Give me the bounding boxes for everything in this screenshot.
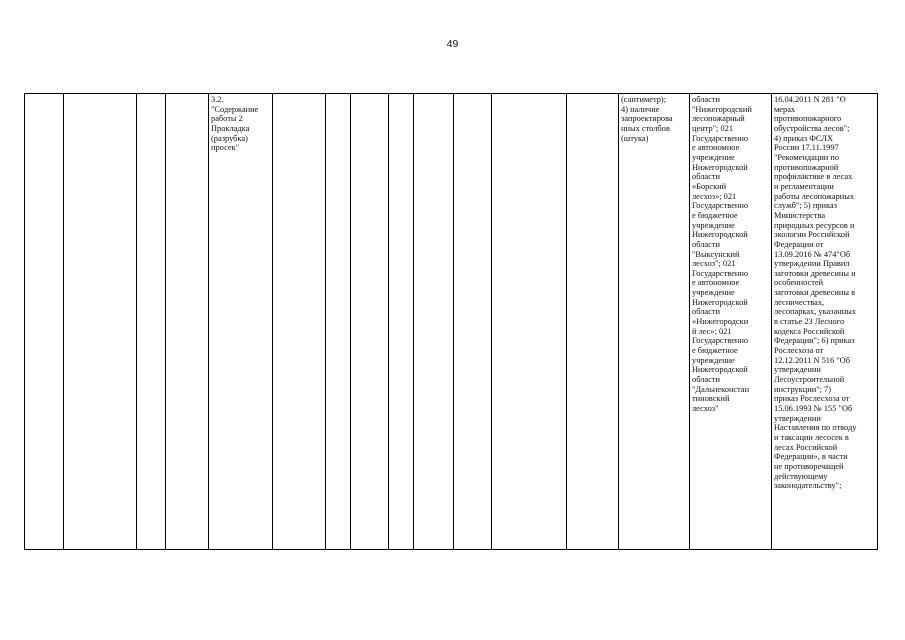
table-cell-6: [272, 94, 325, 549]
table-cell-16: [771, 94, 877, 549]
table-cell-2: [63, 94, 136, 549]
cell-text-15: области "Нижегородский лесопожарный центр"; 021 Государственно е автономное учреждение Нижегородской области «Борский лесхоз»; 021 Государственно е бюджетное учреждение Нижегородской области "Выксунский лесхоз"; 021 Государственно е автономное учреждение Нижегородской области «Нижегородски й лес»; 021 Государственно е бюджетное учреждение Нижегородской области "Дальнеконстан тиновский лесхоз": [692, 95, 752, 413]
table-cell-15: [689, 94, 771, 549]
table-cell-5: [208, 94, 272, 549]
table-cell-1: [25, 94, 63, 549]
table-cell-4: [165, 94, 208, 549]
table-cell-13: [566, 94, 618, 549]
table-cell-11: [453, 94, 491, 549]
table-cell-10: [413, 94, 453, 549]
page-number: 49: [446, 38, 459, 50]
table-cell-9: [388, 94, 413, 549]
table-cell-14: [618, 94, 689, 549]
table-cell-3: [136, 94, 165, 549]
cell-text-14: (сантиметр); 4) наличие запроектирова нных столбов (штука): [621, 95, 673, 143]
table-cell-12: [491, 94, 566, 549]
cell-text-5: 3.2. "Содержание работы 2 Прокладка (разрубка) просек": [211, 95, 259, 153]
document-table: [24, 93, 878, 550]
table-cell-7: [325, 94, 350, 549]
table-cell-8: [350, 94, 388, 549]
cell-text-16: 16.04.2011 N 281 "О мерах противопожарного обустройства лесов"; 4) приказ ФСЛХ России 17.11.1997 "Рекомендации по противопожарной профилактике в лесах и регламентации работы лесопожарных служб"; 5) приказ Министерства природных ресурсов и экологии Российской Федерации от 13.09.2016 № 474"Об утверждении Правил заготовки древесины и особенностей заготовки древесины в лесничествах, лесопарках, указанных в статье 23 Лесного кодекса Российской Федерации"; 6) приказ Рослесхоза от 12.12.2011 N 516 "Об утверждении Лесоустроительной инструкции"; 7) приказ Рослесхоза от 15.06.1993 № 155 "Об утверждении Наставления по отводу и таксации лесосек в лесах Российской Федерации», в части не противоречащей действующему законодательству";: [774, 95, 857, 491]
